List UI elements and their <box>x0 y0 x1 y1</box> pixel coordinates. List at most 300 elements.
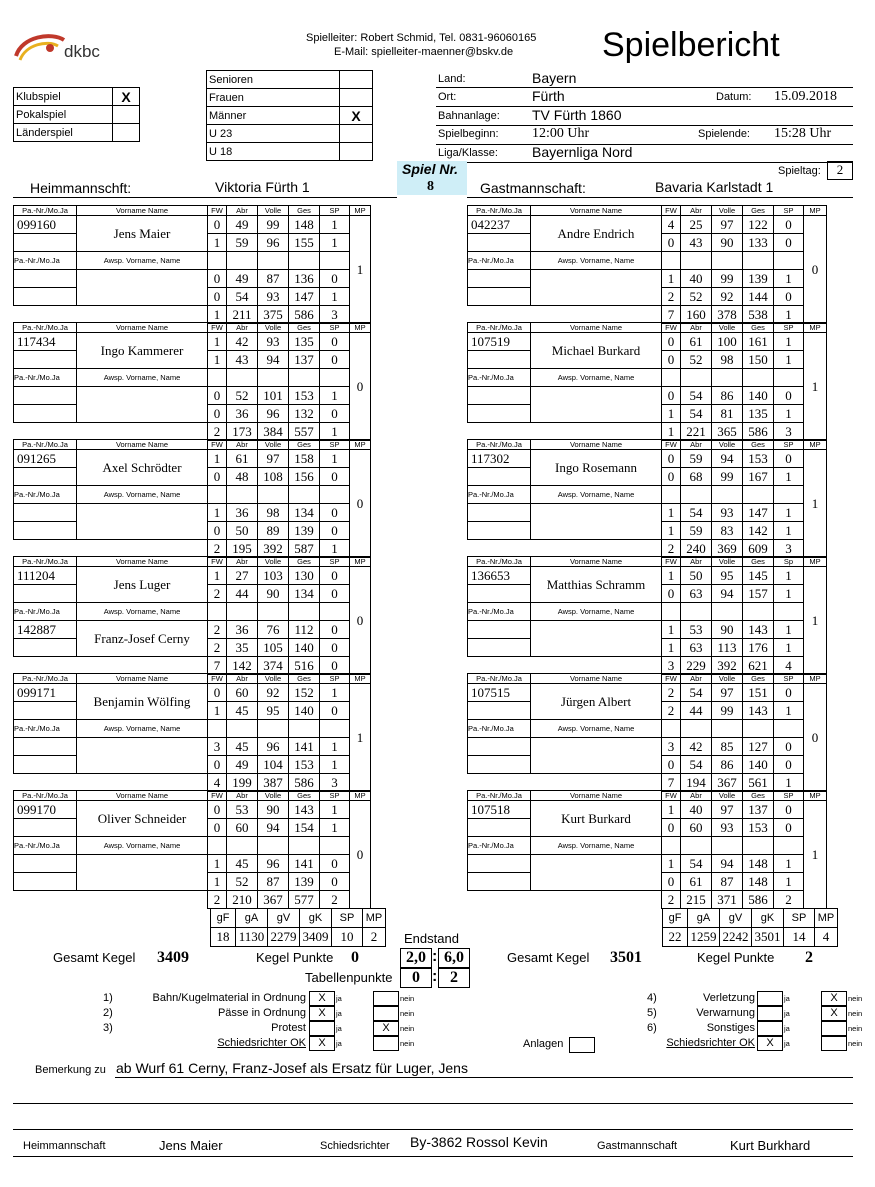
score-cell: 54 <box>681 405 712 423</box>
score-colon: : <box>432 948 438 965</box>
player-number: 117434 <box>14 333 77 351</box>
check-ja-box[interactable]: X <box>309 1006 335 1021</box>
score-cell: 1 <box>320 801 350 819</box>
score-cell: 44 <box>681 702 712 720</box>
match-type-label: Klubspiel <box>14 88 113 106</box>
score-cell: 54 <box>681 387 712 405</box>
score-cell: 1 <box>774 585 804 603</box>
away-kp-value: 2 <box>805 949 813 966</box>
sig-home-label: Heimmannschaft <box>23 1140 106 1152</box>
check-nein-box[interactable]: X <box>821 1006 847 1021</box>
category-mark[interactable] <box>340 143 373 161</box>
total-cell: 392 <box>258 540 289 558</box>
col-header: SP <box>774 674 804 684</box>
score-cell: 0 <box>774 756 804 774</box>
score-cell: 49 <box>227 756 258 774</box>
col-header: Vorname Name <box>77 440 208 450</box>
score-cell: 153 <box>743 450 774 468</box>
col-header: Pa.-Nr./Mo.Ja <box>14 486 77 504</box>
score-cell: 0 <box>208 756 227 774</box>
ja-label: ja <box>784 1024 790 1033</box>
col-header: SP <box>320 791 350 801</box>
score-cell: 0 <box>320 468 350 486</box>
endstand-away: 6,0 <box>438 948 470 968</box>
player-name: Jürgen Albert <box>531 684 662 720</box>
away-team-label: Gastmannschaft: <box>480 180 586 196</box>
sub-name <box>531 270 662 306</box>
player-name: Matthias Schramm <box>531 567 662 603</box>
summary-cell: 3409 <box>300 928 332 947</box>
col-header: Awsp. Vorname, Name <box>531 603 662 621</box>
total-cell: 375 <box>258 306 289 324</box>
total-cell: 387 <box>258 774 289 792</box>
check-ja-box[interactable] <box>757 1006 783 1021</box>
col-header: MP <box>350 557 371 567</box>
category-mark[interactable]: X <box>340 107 373 125</box>
score-cell: 42 <box>681 738 712 756</box>
score-cell: 0 <box>320 405 350 423</box>
match-type-mark[interactable] <box>113 124 140 142</box>
score-cell: 1 <box>774 702 804 720</box>
col-header: FW <box>662 791 681 801</box>
score-cell: 45 <box>227 738 258 756</box>
score-cell: 1 <box>662 504 681 522</box>
score-cell: 1 <box>774 873 804 891</box>
player-number: 117302 <box>468 450 531 468</box>
check-nein-box[interactable] <box>821 1021 847 1036</box>
summary-cell: 14 <box>784 928 815 947</box>
ort-label: Ort: <box>438 91 457 103</box>
check-ja-box[interactable]: X <box>309 991 335 1006</box>
col-header: FW <box>662 557 681 567</box>
player-name: Oliver Schneider <box>77 801 208 837</box>
col-header: Abr <box>681 440 712 450</box>
summary-cell: 1259 <box>688 928 720 947</box>
col-header: FW <box>662 674 681 684</box>
score-cell: 87 <box>258 873 289 891</box>
score-cell: 113 <box>712 639 743 657</box>
score-cell: 95 <box>258 702 289 720</box>
check-nein-box[interactable] <box>373 1036 399 1051</box>
sub-name <box>77 387 208 423</box>
match-points: 1 <box>804 333 827 441</box>
score-cell: 1 <box>208 450 227 468</box>
score-cell: 45 <box>227 702 258 720</box>
category-label: Senioren <box>207 71 340 89</box>
total-cell: 229 <box>681 657 712 675</box>
total-cell: 557 <box>289 423 320 441</box>
check-label: Protest <box>271 1022 306 1034</box>
home-gesamt-label: Gesamt Kegel <box>53 950 136 965</box>
nein-label: nein <box>848 994 863 1003</box>
summary-header: gV <box>268 909 300 928</box>
col-header: Pa.-Nr./Mo.Ja <box>14 252 77 270</box>
col-header: Awsp. Vorname, Name <box>531 252 662 270</box>
score-cell: 132 <box>289 405 320 423</box>
col-header: SP <box>320 557 350 567</box>
total-cell: 609 <box>743 540 774 558</box>
col-header: Awsp. Vorname, Name <box>531 837 662 855</box>
check-nein-box[interactable] <box>821 1036 847 1051</box>
total-cell: 2 <box>208 891 227 909</box>
score-cell: 97 <box>712 216 743 234</box>
score-cell: 139 <box>289 522 320 540</box>
col-header: MP <box>350 323 371 333</box>
player-number: 099170 <box>14 801 77 819</box>
match-points: 1 <box>350 216 371 324</box>
total-cell: 2 <box>774 891 804 909</box>
total-cell: 516 <box>289 657 320 675</box>
score-cell: 52 <box>681 351 712 369</box>
nein-label: nein <box>400 994 415 1003</box>
dkbc-logo <box>12 30 112 70</box>
land-label: Land: <box>438 73 466 85</box>
check-ja-box[interactable] <box>309 1021 335 1036</box>
col-header: SP <box>320 674 350 684</box>
col-header: Vorname Name <box>531 791 662 801</box>
ende-value: 15:28 Uhr <box>774 126 832 141</box>
col-header: Vorname Name <box>77 206 208 216</box>
sub-name <box>531 855 662 891</box>
match-points: 1 <box>804 567 827 675</box>
away-team-name: Bavaria Karlstadt 1 <box>655 179 774 195</box>
col-header: Abr <box>681 206 712 216</box>
score-cell: 1 <box>774 855 804 873</box>
score-cell: 1 <box>208 333 227 351</box>
player-number: 136653 <box>468 567 531 585</box>
col-header: Vorname Name <box>77 674 208 684</box>
score-cell: 35 <box>227 639 258 657</box>
match-type-table <box>13 87 140 142</box>
total-cell: 374 <box>258 657 289 675</box>
col-header: Awsp. Vorname, Name <box>77 603 208 621</box>
col-header: SP <box>320 206 350 216</box>
total-cell: 587 <box>289 540 320 558</box>
score-cell: 143 <box>743 702 774 720</box>
score-cell: 136 <box>289 270 320 288</box>
score-cell: 1 <box>208 855 227 873</box>
score-cell: 135 <box>743 405 774 423</box>
score-cell: 92 <box>258 684 289 702</box>
score-cell: 2 <box>208 621 227 639</box>
score-cell: 99 <box>258 216 289 234</box>
score-cell: 54 <box>681 855 712 873</box>
score-cell: 59 <box>681 450 712 468</box>
score-cell: 1 <box>774 351 804 369</box>
score-cell: 0 <box>208 819 227 837</box>
score-cell: 1 <box>662 405 681 423</box>
col-header: Abr <box>681 791 712 801</box>
score-cell: 141 <box>289 855 320 873</box>
score-cell: 1 <box>662 855 681 873</box>
col-header: Pa.-Nr./Mo.Ja <box>14 674 77 684</box>
score-cell: 0 <box>320 585 350 603</box>
sub-name <box>531 738 662 774</box>
col-header: Volle <box>712 206 743 216</box>
score-cell: 0 <box>208 270 227 288</box>
score-cell: 44 <box>227 585 258 603</box>
score-cell: 1 <box>662 522 681 540</box>
col-header: FW <box>208 674 227 684</box>
score-cell: 1 <box>320 819 350 837</box>
sub-number <box>14 738 77 756</box>
score-cell: 0 <box>320 504 350 522</box>
sub-number <box>468 621 531 639</box>
total-cell: 2 <box>662 891 681 909</box>
col-header: Ges <box>743 323 774 333</box>
score-cell: 148 <box>743 873 774 891</box>
organizer-line: Spielleiter: Robert Schmid, Tel. 0831-96060165 <box>306 32 537 44</box>
away-kp-label: Kegel Punkte <box>697 950 775 965</box>
score-cell: 0 <box>774 216 804 234</box>
sub-number <box>14 387 77 405</box>
sub-name: Franz-Josef Cerny <box>77 621 208 657</box>
score-cell: 112 <box>289 621 320 639</box>
summary-header: gK <box>300 909 332 928</box>
sub-number <box>468 738 531 756</box>
col-header: Abr <box>227 674 258 684</box>
score-cell: 1 <box>320 288 350 306</box>
player-name: Kurt Burkard <box>531 801 662 837</box>
email-line: E-Mail: spielleiter-maenner@bskv.de <box>334 46 514 58</box>
col-header: Volle <box>258 323 289 333</box>
score-cell: 0 <box>774 387 804 405</box>
category-mark[interactable] <box>340 71 373 89</box>
col-header: Abr <box>227 323 258 333</box>
col-header: Pa.-Nr./Mo.Ja <box>14 837 77 855</box>
score-cell: 59 <box>681 522 712 540</box>
score-cell: 153 <box>289 756 320 774</box>
player-name: Jens Luger <box>77 567 208 603</box>
col-header: Volle <box>712 674 743 684</box>
score-cell: 1 <box>208 351 227 369</box>
summary-cell: 4 <box>815 928 838 947</box>
summary-header: gV <box>720 909 752 928</box>
score-cell: 1 <box>774 270 804 288</box>
match-points: 1 <box>350 684 371 792</box>
col-header: Pa.-Nr./Mo.Ja <box>468 674 531 684</box>
category-label: U 23 <box>207 125 340 143</box>
col-header: Vorname Name <box>531 557 662 567</box>
sub-name <box>531 504 662 540</box>
score-cell: 0 <box>774 288 804 306</box>
check-ja-box[interactable]: X <box>309 1036 335 1051</box>
score-cell: 42 <box>227 333 258 351</box>
score-cell: 50 <box>227 522 258 540</box>
score-cell: 96 <box>258 234 289 252</box>
score-cell: 147 <box>743 504 774 522</box>
total-cell: 215 <box>681 891 712 909</box>
score-cell: 1 <box>208 504 227 522</box>
category-mark[interactable] <box>340 125 373 143</box>
col-header: Pa.-Nr./Mo.Ja <box>14 440 77 450</box>
score-cell: 86 <box>712 756 743 774</box>
col-header: MP <box>350 791 371 801</box>
endstand-home: 2,0 <box>400 948 432 968</box>
score-cell: 0 <box>208 288 227 306</box>
score-cell: 0 <box>662 873 681 891</box>
match-points: 0 <box>804 216 827 324</box>
col-header: FW <box>662 206 681 216</box>
total-cell: 4 <box>774 657 804 675</box>
total-cell: 586 <box>289 774 320 792</box>
score-cell: 1 <box>774 522 804 540</box>
nein-label: nein <box>848 1024 863 1033</box>
player-number: 091265 <box>14 450 77 468</box>
score-cell: 0 <box>320 855 350 873</box>
summary-header: MP <box>815 909 838 928</box>
score-cell: 0 <box>320 621 350 639</box>
spiel-nr-value: 8 <box>427 179 434 194</box>
total-cell: 7 <box>208 657 227 675</box>
check-ja-box[interactable] <box>757 1021 783 1036</box>
summary-cell: 2279 <box>268 928 300 947</box>
anlagen-box[interactable] <box>569 1037 595 1053</box>
col-header: FW <box>662 440 681 450</box>
score-cell: 85 <box>712 738 743 756</box>
player-name: Andre Endrich <box>531 216 662 252</box>
score-cell: 0 <box>208 684 227 702</box>
col-header: Vorname Name <box>531 323 662 333</box>
sub-number <box>468 504 531 522</box>
nein-label: nein <box>848 1039 863 1048</box>
total-cell: 384 <box>258 423 289 441</box>
player-name: Jens Maier <box>77 216 208 252</box>
category-label: Männer <box>207 107 340 125</box>
score-cell: 94 <box>258 819 289 837</box>
player-number: 099160 <box>14 216 77 234</box>
total-cell: 210 <box>227 891 258 909</box>
col-header: Volle <box>712 440 743 450</box>
ja-label: ja <box>336 994 342 1003</box>
bemerkung-text[interactable]: ab Wurf 61 Cerny, Franz-Josef als Ersatz für Luger, Jens <box>116 1060 468 1076</box>
col-header: Ges <box>289 206 320 216</box>
score-cell: 60 <box>681 819 712 837</box>
score-cell: 43 <box>227 351 258 369</box>
spieltag-label: Spieltag: <box>778 165 821 177</box>
category-mark[interactable] <box>340 89 373 107</box>
col-header: Pa.-Nr./Mo.Ja <box>468 369 531 387</box>
col-header: Vorname Name <box>77 557 208 567</box>
total-cell: 561 <box>743 774 774 792</box>
score-cell: 2 <box>208 585 227 603</box>
score-cell: 53 <box>227 801 258 819</box>
score-cell: 154 <box>289 819 320 837</box>
score-cell: 133 <box>743 234 774 252</box>
total-cell: 211 <box>227 306 258 324</box>
check-ja-box[interactable] <box>757 991 783 1006</box>
away-gesamt-label: Gesamt Kegel <box>507 950 590 965</box>
liga-value: Bayernliga Nord <box>532 144 633 160</box>
score-cell: 87 <box>258 270 289 288</box>
col-header: MP <box>350 674 371 684</box>
score-cell: 49 <box>227 216 258 234</box>
score-cell: 101 <box>258 387 289 405</box>
match-type-mark[interactable] <box>113 106 140 124</box>
home-team-name: Viktoria Fürth 1 <box>215 179 310 195</box>
match-type-label: Länderspiel <box>14 124 113 142</box>
check-number: 2) <box>103 1007 113 1019</box>
summary-header: MP <box>363 909 386 928</box>
col-header: Ges <box>743 791 774 801</box>
score-cell: 150 <box>743 351 774 369</box>
score-cell: 134 <box>289 585 320 603</box>
col-header: Awsp. Vorname, Name <box>77 486 208 504</box>
total-cell: 1 <box>208 306 227 324</box>
score-cell: 97 <box>712 801 743 819</box>
score-cell: 0 <box>208 522 227 540</box>
score-cell: 0 <box>320 522 350 540</box>
score-cell: 0 <box>774 234 804 252</box>
nein-label: nein <box>400 1039 415 1048</box>
ja-label: ja <box>784 1009 790 1018</box>
score-cell: 1 <box>774 405 804 423</box>
col-header: FW <box>208 323 227 333</box>
score-cell: 161 <box>743 333 774 351</box>
col-header: Awsp. Vorname, Name <box>77 837 208 855</box>
check-nein-box[interactable] <box>373 1006 399 1021</box>
page-title: Spielbericht <box>602 26 780 64</box>
col-header: Ges <box>743 557 774 567</box>
total-cell: 142 <box>227 657 258 675</box>
home-kp-label: Kegel Punkte <box>256 950 334 965</box>
score-cell: 0 <box>774 819 804 837</box>
check-nein-box[interactable]: X <box>821 991 847 1006</box>
bemerkung-label: Bemerkung zu <box>35 1064 106 1076</box>
total-cell: 3 <box>662 657 681 675</box>
score-cell: 167 <box>743 468 774 486</box>
col-header: Pa.-Nr./Mo.Ja <box>468 603 531 621</box>
score-cell: 86 <box>712 387 743 405</box>
col-header: Awsp. Vorname, Name <box>77 720 208 738</box>
match-type-mark[interactable]: X <box>113 88 140 106</box>
summary-header: gA <box>236 909 268 928</box>
score-cell: 1 <box>662 567 681 585</box>
total-cell: 577 <box>289 891 320 909</box>
check-nein-box[interactable]: X <box>373 1021 399 1036</box>
summary-header: SP <box>332 909 363 928</box>
col-header: Pa.-Nr./Mo.Ja <box>468 557 531 567</box>
player-name: Axel Schrödter <box>77 450 208 486</box>
score-cell: 83 <box>712 522 743 540</box>
score-cell: 60 <box>227 819 258 837</box>
col-header: Abr <box>681 557 712 567</box>
total-cell: 1 <box>774 774 804 792</box>
total-cell: 240 <box>681 540 712 558</box>
total-cell: 3 <box>774 540 804 558</box>
check-label: Schiedsrichter OK <box>666 1037 755 1049</box>
ja-label: ja <box>336 1024 342 1033</box>
score-cell: 1 <box>208 234 227 252</box>
score-cell: 97 <box>712 684 743 702</box>
check-nein-box[interactable] <box>373 991 399 1006</box>
total-cell: 392 <box>712 657 743 675</box>
col-header: Pa.-Nr./Mo.Ja <box>14 557 77 567</box>
col-header: FW <box>208 557 227 567</box>
total-cell: 199 <box>227 774 258 792</box>
ja-label: ja <box>336 1009 342 1018</box>
total-cell: 194 <box>681 774 712 792</box>
sub-number <box>14 855 77 873</box>
score-cell: 96 <box>258 855 289 873</box>
score-cell: 1 <box>320 387 350 405</box>
score-cell: 153 <box>289 387 320 405</box>
score-cell: 2 <box>662 684 681 702</box>
col-header: SP <box>774 206 804 216</box>
score-cell: 90 <box>712 621 743 639</box>
score-cell: 0 <box>208 801 227 819</box>
check-ja-box[interactable]: X <box>757 1036 783 1051</box>
